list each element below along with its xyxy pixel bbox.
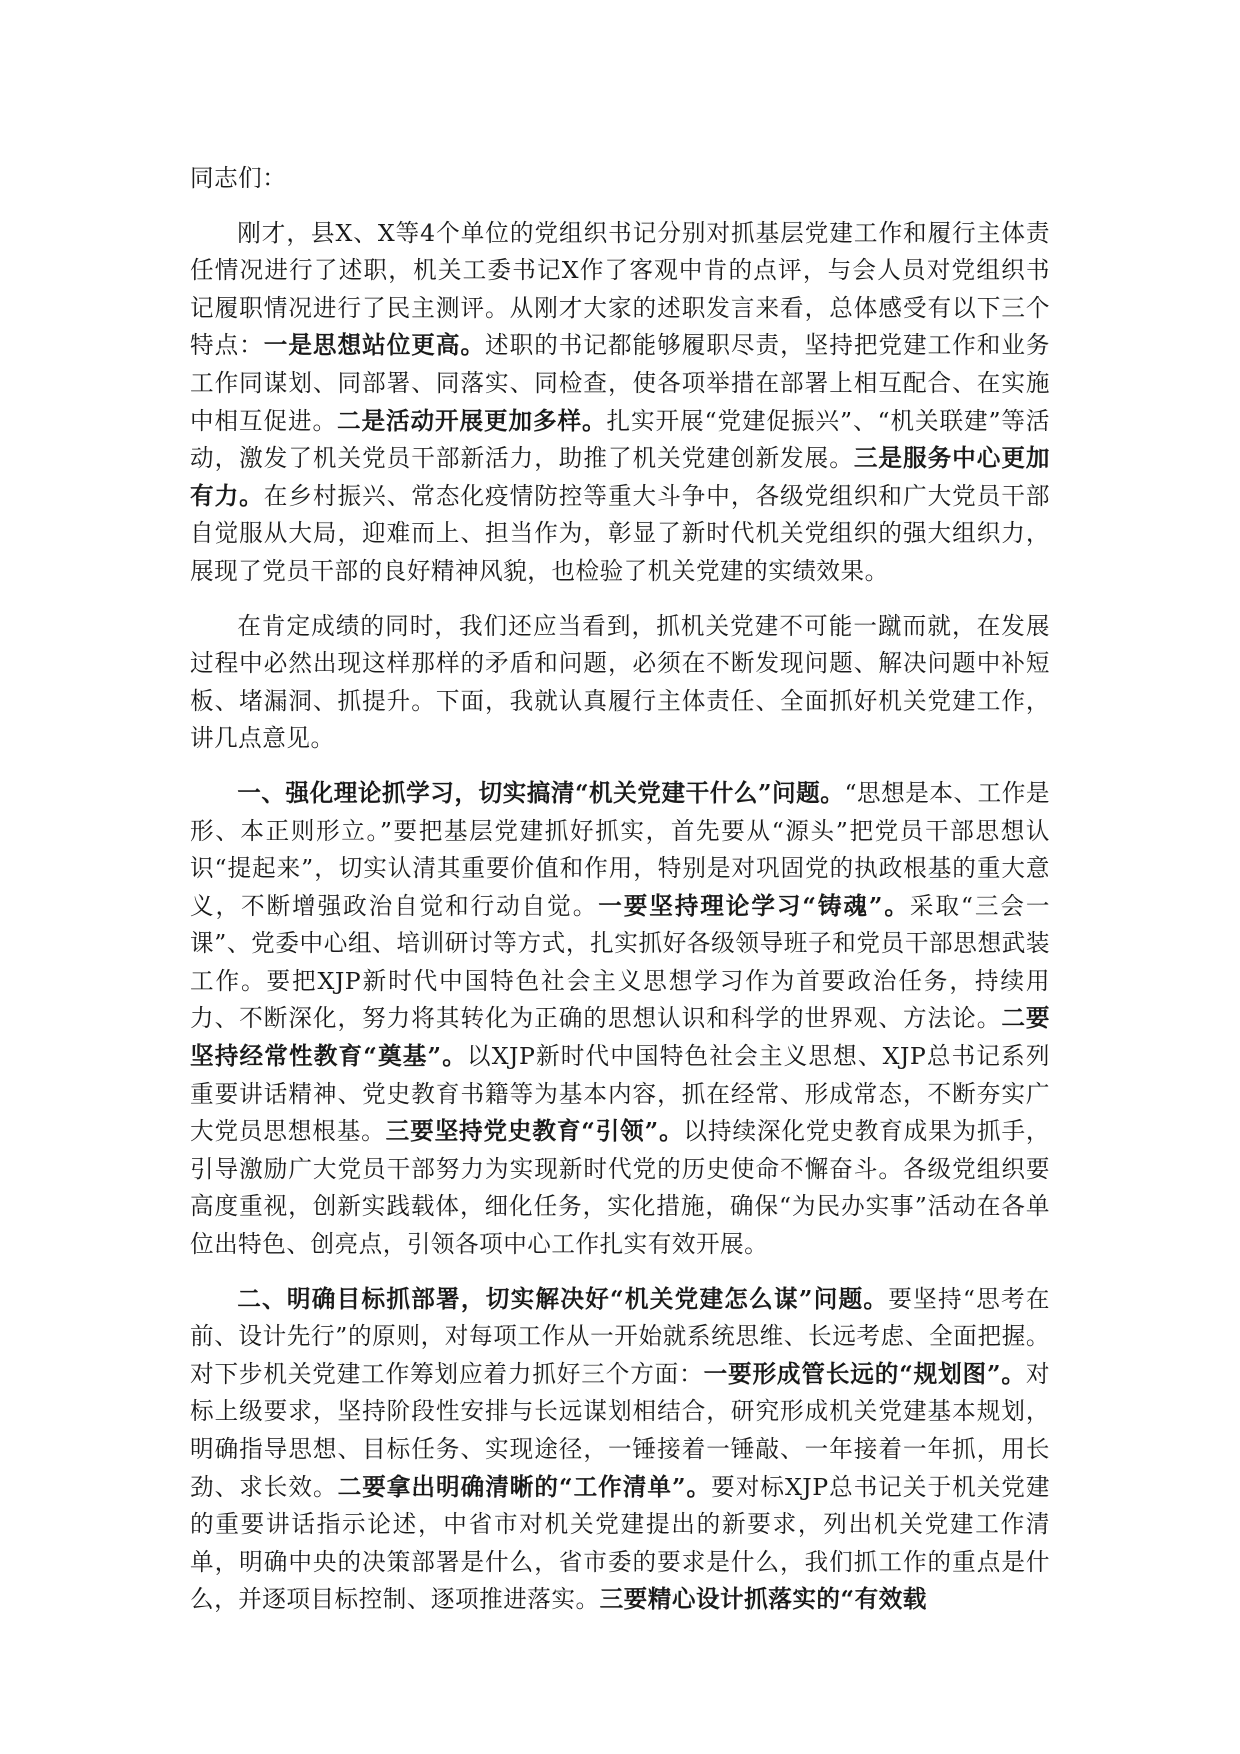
paragraph-text: 以XJP新时代中国特色社会主义思想、XJP总书记系列重要讲话精神、党史教育书籍等为基本内容，抓在经常、形成常态，不断夯实广大党员思想根基。 (190, 1042, 1050, 1146)
paragraph-text: 述职的书记都能够履职尽责，坚持把党建工作和业务工作同谋划、同部署、同落实、同检查，使各项举措在部署上相互配合、在实施中相互促进。 (190, 331, 1051, 435)
document-page (190, 160, 1050, 1636)
bold-heading-text: 一要坚持理论学习“铸魂”。 (598, 891, 910, 920)
document-body (190, 215, 1050, 1619)
paragraph-text: 对标上级要求，坚持阶段性安排与长远谋划相结合，研究形成机关党建基本规划，明确指导思想、目标任务、实现途径，一锤接着一锤敲、一年接着一年抓，用长劲、求长效。 (190, 1359, 1050, 1501)
bold-heading-text: 三是服务中心更加有力。 (190, 444, 1051, 510)
paragraph-text: 刚才，县X、X等4个单位的党组织书记分别对抓基层党建工作和履行主体责任情况进行了述职，机关工委书记X作了客观中肯的点评，与会人员对党组织书记履职情况进行了民主测评。从刚才大家的述职发言来看，总体感受有以下三个特点： (190, 218, 1050, 360)
body-paragraph (190, 1281, 1050, 1619)
bold-heading-text: 三要精心设计抓落实的“有效载 (599, 1585, 927, 1614)
paragraph-text: “思想是本、工作是形、本正则形立。”要把基层党建抓好抓实，首先要从“源头”把党员干部思想认识“提起来”，切实认清其重要价值和作用，特别是对巩固党的执政根基的重大意义，不断增强政治自觉和行动自觉。 (190, 778, 1051, 920)
bold-heading-text: 一是思想站位更高。 (263, 331, 486, 360)
bold-heading-text: 二、明确目标抓部署，切实解决好“机关党建怎么谋”问题。 (237, 1284, 889, 1313)
paragraph-text: 要坚持“思考在前、设计先行”的原则，对每项工作从一开始就系统思维、长远考虑、全面把握。对下步机关党建工作筹划应着力抓好三个方面： (190, 1284, 1051, 1388)
bold-heading-text: 一要形成管长远的“规划图”。 (703, 1359, 1026, 1388)
bold-heading-text: 二是活动开展更加多样。 (337, 406, 607, 435)
paragraph-text: 在乡村振兴、常态化疫情防控等重大斗争中，各级党组织和广大党员干部自觉服从大局，迎难而上、担当作为，彰显了新时代机关党组织的强大组织力，展现了党员干部的良好精神风貌，也检验了机关党建的实绩效果。 (190, 481, 1051, 585)
salutation: 同志们： (190, 164, 287, 192)
paragraph-text: 采取“三会一课”、党委中心组、培训研讨等方式，扎实抓好各级领导班子和党员干部思想武装工作。要把XJP新时代中国特色社会主义思想学习作为首要政治任务，持续用力、不断深化，努力将其转化为正确的思想认识和科学的世界观、方法论。 (190, 891, 1051, 1033)
bold-heading-text: 二要拿出明确清晰的“工作清单”。 (337, 1472, 712, 1501)
bold-heading-text: 二要坚持经常性教育“奠基”。 (190, 1004, 1051, 1071)
paragraph-text: 要对标XJP总书记关于机关党建的重要讲话指示论述，中省市对机关党建提出的新要求，列出机关党建工作清单，明确中央的决策部署是什么，省市委的要求是什么，我们抓工作的重点是什么，并逐项目标控制、逐项推进落实。 (190, 1472, 1050, 1614)
paragraph-text: 以持续深化党史教育成果为抓手，引导激励广大党员干部努力为实现新时代党的历史使命不懈奋斗。各级党组织要高度重视，创新实践载体，细化任务，实化措施，确保“为民办实事”活动在各单位出特色、创亮点，引领各项中心工作扎实有效开展。 (190, 1117, 1050, 1259)
body-paragraph (190, 775, 1050, 1264)
body-paragraph (190, 608, 1050, 758)
bold-heading-text: 一、强化理论抓学习，切实搞清“机关党建干什么”问题。 (237, 778, 845, 807)
bold-heading-text: 三要坚持党史教育“引领”。 (385, 1117, 684, 1146)
paragraph-text: 在肯定成绩的同时，我们还应当看到，抓机关党建不可能一蹴而就，在发展过程中必然出现这样那样的矛盾和问题，必须在不断发现问题、解决问题中补短板、堵漏洞、抓提升。下面，我就认真履行主体责任、全面抓好机关党建工作，讲几点意见。 (190, 611, 1050, 753)
paragraph-text: 扎实开展“党建促振兴”、“机关联建”等活动，激发了机关党员干部新活力，助推了机关党建创新发展。 (190, 406, 1051, 473)
body-paragraph (190, 215, 1050, 591)
